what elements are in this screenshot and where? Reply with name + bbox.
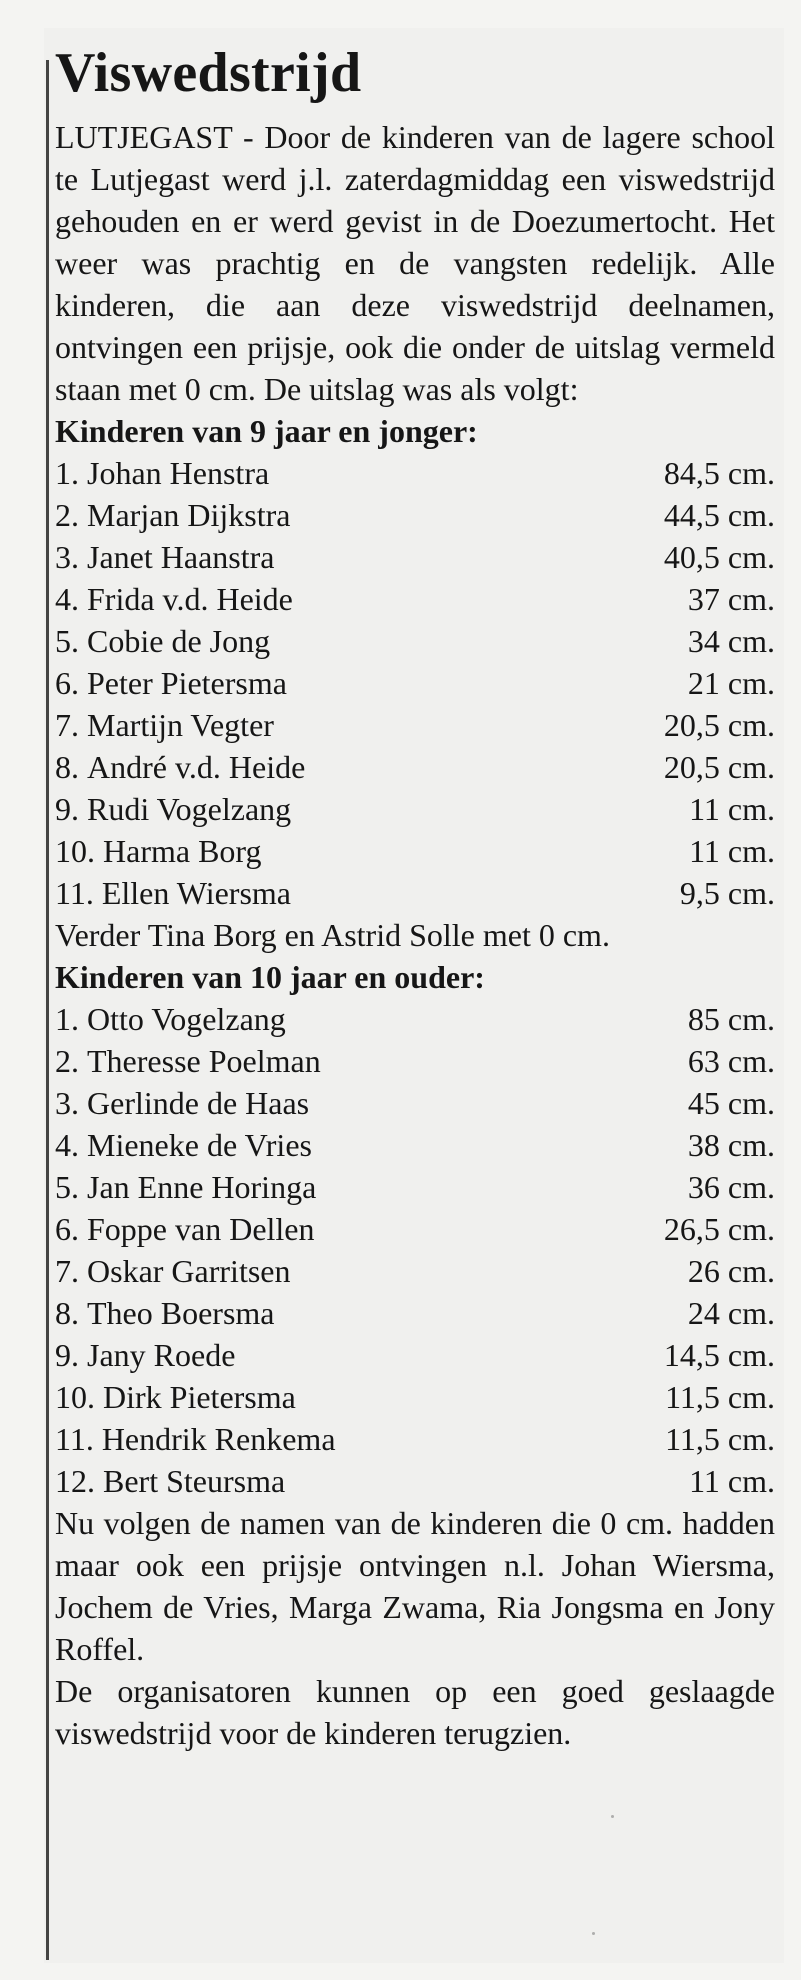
result-entry bbox=[55, 662, 287, 704]
result-name: Johan Henstra bbox=[87, 455, 270, 491]
result-row bbox=[55, 1250, 775, 1292]
result-score: 11 cm. bbox=[689, 1463, 775, 1499]
result-score: 26 cm. bbox=[687, 1253, 775, 1289]
result-name: Dirk Pietersma bbox=[103, 1379, 296, 1415]
result-rank: 4. bbox=[55, 1127, 79, 1163]
result-name: Theo Boersma bbox=[87, 1295, 275, 1331]
result-score: 63 cm. bbox=[687, 1043, 775, 1079]
result-entry bbox=[55, 704, 274, 746]
result-name: Oskar Garritsen bbox=[87, 1253, 291, 1289]
result-name: Marjan Dijkstra bbox=[87, 497, 291, 533]
result-entry bbox=[55, 1124, 312, 1166]
result-entry bbox=[55, 830, 261, 872]
group2-results bbox=[55, 998, 775, 1502]
result-name: Harma Borg bbox=[103, 833, 262, 869]
group1-results bbox=[55, 452, 775, 914]
result-entry bbox=[55, 746, 305, 788]
result-entry bbox=[55, 788, 291, 830]
result-score: 11,5 cm. bbox=[665, 1421, 775, 1457]
result-rank: 6. bbox=[55, 1211, 79, 1247]
result-score: 14,5 cm. bbox=[663, 1337, 775, 1373]
result-score: 36 cm. bbox=[687, 1169, 775, 1205]
result-name: Ellen Wiersma bbox=[101, 875, 291, 911]
result-row bbox=[55, 1208, 775, 1250]
result-row bbox=[55, 1124, 775, 1166]
result-row bbox=[55, 1334, 775, 1376]
result-row bbox=[55, 1082, 775, 1124]
result-name: Foppe van Dellen bbox=[87, 1211, 315, 1247]
result-score: 40,5 cm. bbox=[663, 539, 775, 575]
result-rank: 4. bbox=[55, 581, 79, 617]
result-name: Hendrik Renkema bbox=[101, 1421, 336, 1457]
print-speck bbox=[592, 1932, 595, 1935]
result-name: Theresse Poelman bbox=[87, 1043, 321, 1079]
result-entry bbox=[55, 1376, 296, 1418]
result-score: 45 cm. bbox=[687, 1085, 775, 1121]
result-score: 9,5 cm. bbox=[679, 875, 775, 911]
result-score: 11 cm. bbox=[689, 833, 775, 869]
result-rank: 8. bbox=[55, 1295, 79, 1331]
result-entry bbox=[55, 452, 269, 494]
result-score: 84,5 cm. bbox=[663, 455, 775, 491]
result-row bbox=[55, 746, 775, 788]
result-score: 44,5 cm. bbox=[663, 497, 775, 533]
group1-extra: Verder Tina Borg en Astrid Solle met 0 cm. bbox=[55, 917, 610, 953]
result-row bbox=[55, 452, 775, 494]
result-entry bbox=[55, 1250, 290, 1292]
result-name: Jany Roede bbox=[87, 1337, 236, 1373]
result-entry bbox=[55, 494, 291, 536]
group1-heading: Kinderen van 9 jaar en jonger: bbox=[55, 413, 478, 449]
result-entry bbox=[55, 1460, 285, 1502]
result-name: Cobie de Jong bbox=[87, 623, 271, 659]
result-name: Peter Pietersma bbox=[87, 665, 287, 701]
result-score: 34 cm. bbox=[687, 623, 775, 659]
result-row bbox=[55, 1040, 775, 1082]
result-name: Frida v.d. Heide bbox=[87, 581, 293, 617]
result-entry bbox=[55, 872, 291, 914]
result-row bbox=[55, 494, 775, 536]
result-score: 11 cm. bbox=[689, 791, 775, 827]
result-rank: 7. bbox=[55, 1253, 79, 1289]
result-name: Otto Vogelzang bbox=[87, 1001, 286, 1037]
result-name: Bert Steursma bbox=[103, 1463, 286, 1499]
result-rank: 5. bbox=[55, 623, 79, 659]
result-rank: 7. bbox=[55, 707, 79, 743]
result-entry bbox=[55, 1040, 321, 1082]
result-row bbox=[55, 998, 775, 1040]
result-rank: 2. bbox=[55, 497, 79, 533]
result-name: Gerlinde de Haas bbox=[87, 1085, 310, 1121]
result-rank: 11. bbox=[55, 1421, 94, 1457]
result-row bbox=[55, 662, 775, 704]
result-score: 38 cm. bbox=[687, 1127, 775, 1163]
result-entry bbox=[55, 1334, 235, 1376]
result-row bbox=[55, 1376, 775, 1418]
result-rank: 8. bbox=[55, 749, 79, 785]
result-rank: 3. bbox=[55, 1085, 79, 1121]
article bbox=[55, 40, 775, 1754]
result-row bbox=[55, 788, 775, 830]
result-score: 26,5 cm. bbox=[663, 1211, 775, 1247]
result-entry bbox=[55, 1166, 316, 1208]
result-rank: 1. bbox=[55, 1001, 79, 1037]
result-row bbox=[55, 1166, 775, 1208]
result-score: 11,5 cm. bbox=[665, 1379, 775, 1415]
closing-paragraph-1: Nu volgen de namen van de kinderen die 0 cm. hadden maar ook een prijsje ontvingen n.l. Johan Wiersma, Jochem de Vries, Marga Zwama, Ria Jongsma en Jony Roffel. bbox=[55, 1505, 775, 1667]
result-score: 20,5 cm. bbox=[663, 749, 775, 785]
result-row bbox=[55, 620, 775, 662]
result-name: André v.d. Heide bbox=[87, 749, 306, 785]
result-row bbox=[55, 872, 775, 914]
result-score: 24 cm. bbox=[687, 1295, 775, 1331]
result-row bbox=[55, 704, 775, 746]
result-rank: 5. bbox=[55, 1169, 79, 1205]
result-name: Janet Haanstra bbox=[87, 539, 275, 575]
result-entry bbox=[55, 1292, 275, 1334]
result-entry bbox=[55, 1208, 315, 1250]
result-entry bbox=[55, 536, 274, 578]
headline: Viswedstrijd bbox=[55, 42, 362, 104]
result-row bbox=[55, 830, 775, 872]
result-name: Rudi Vogelzang bbox=[87, 791, 292, 827]
result-row bbox=[55, 1292, 775, 1334]
result-entry bbox=[55, 620, 270, 662]
closing-paragraph-2: De organisatoren kunnen op een goed geslaagde viswedstrijd voor de kinderen terugzien. bbox=[55, 1673, 775, 1751]
result-score: 37 cm. bbox=[687, 581, 775, 617]
result-name: Martijn Vegter bbox=[87, 707, 274, 743]
intro-paragraph: LUTJEGAST - Door de kinderen van de lagere school te Lutjegast werd j.l. zaterdagmiddag een viswedstrijd gehouden en er werd gevist in de Doezumertocht. Het weer was prachtig en de vangsten redelijk. Alle kinderen, die aan deze viswedstrijd deelnamen, ontvingen een prijsje, ook die onder de uitslag vermeld staan met 0 cm. De uitslag was als volgt: bbox=[55, 119, 775, 407]
result-score: 85 cm. bbox=[687, 1001, 775, 1037]
result-name: Jan Enne Horinga bbox=[87, 1169, 317, 1205]
result-rank: 10. bbox=[55, 1379, 95, 1415]
result-row bbox=[55, 1418, 775, 1460]
result-rank: 1. bbox=[55, 455, 79, 491]
result-score: 21 cm. bbox=[687, 665, 775, 701]
group2-heading: Kinderen van 10 jaar en ouder: bbox=[55, 959, 485, 995]
result-rank: 11. bbox=[55, 875, 94, 911]
result-rank: 9. bbox=[55, 1337, 79, 1373]
result-row bbox=[55, 578, 775, 620]
result-entry bbox=[55, 1082, 309, 1124]
result-rank: 6. bbox=[55, 665, 79, 701]
result-rank: 9. bbox=[55, 791, 79, 827]
result-entry bbox=[55, 578, 293, 620]
result-entry bbox=[55, 1418, 336, 1460]
result-rank: 3. bbox=[55, 539, 79, 575]
result-row bbox=[55, 1460, 775, 1502]
result-entry bbox=[55, 998, 286, 1040]
result-rank: 2. bbox=[55, 1043, 79, 1079]
result-name: Mieneke de Vries bbox=[87, 1127, 312, 1163]
result-row bbox=[55, 536, 775, 578]
result-score: 20,5 cm. bbox=[663, 707, 775, 743]
print-speck bbox=[611, 1815, 614, 1818]
column-rule bbox=[46, 60, 49, 1960]
result-rank: 12. bbox=[55, 1463, 95, 1499]
result-rank: 10. bbox=[55, 833, 95, 869]
